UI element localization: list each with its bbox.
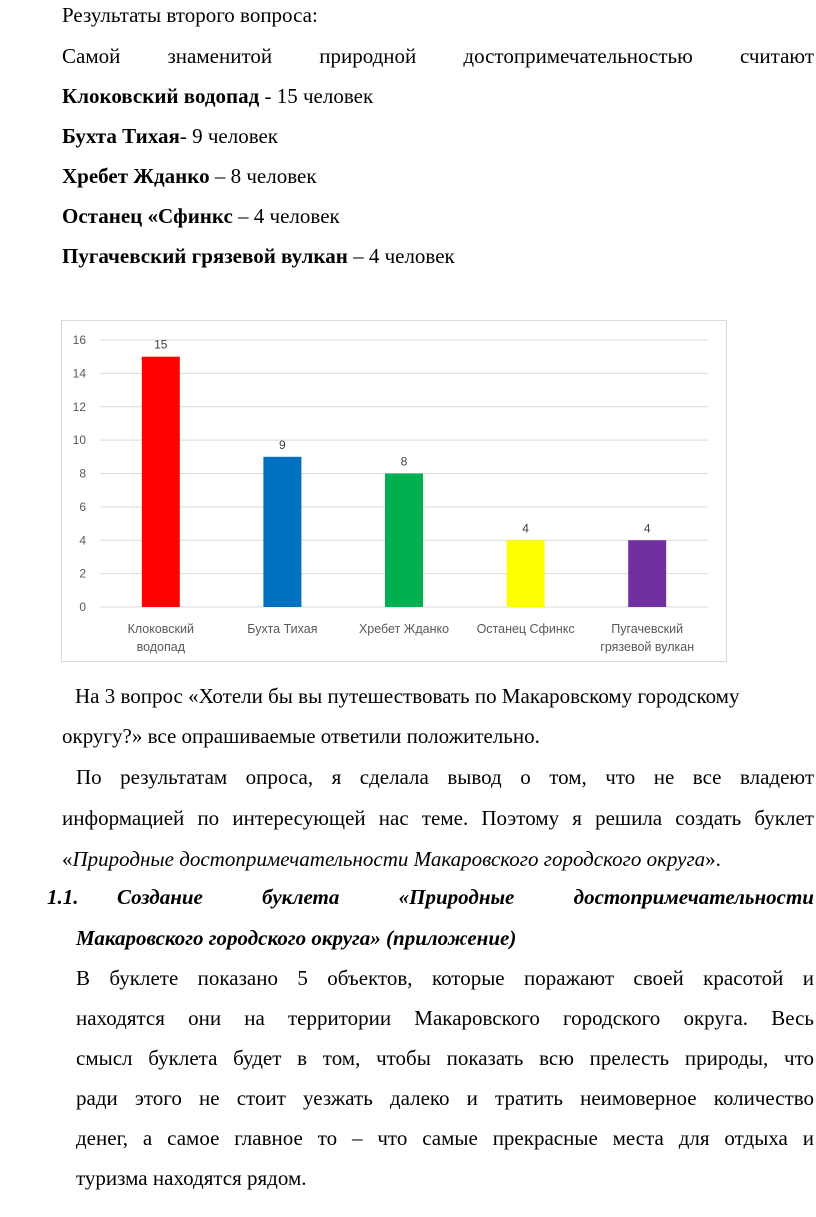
result-item-name: Хребет Жданко	[62, 164, 210, 188]
paragraph-booklet-line: туризма находятся рядом.	[76, 1166, 307, 1190]
y-tick-label: 6	[79, 499, 86, 514]
x-tick-label: Останец Сфинкс	[476, 622, 575, 636]
paragraph-booklet-line: В буклете показано 5 объектов, которые поражают своей красотой и	[76, 966, 814, 990]
data-label: 4	[522, 521, 529, 536]
x-tick-label: Хребет Жданко	[358, 622, 450, 636]
section-number: 1.1.	[47, 885, 79, 909]
result-item-name: Клоковский водопад	[62, 84, 260, 108]
result-item-count: 4 человек	[368, 244, 455, 268]
y-tick-label: 16	[72, 333, 86, 347]
x-tick-label: водопад	[136, 640, 186, 654]
paragraph-conclusion-line1: По результатам опроса, я сделала вывод о том, что не все владеют	[76, 765, 814, 789]
paragraph-booklet-line: денег, а самое главное то – что самые прекрасные места для отдыха и	[76, 1126, 814, 1150]
quote-open: «	[62, 847, 73, 871]
result-item	[62, 166, 317, 187]
result-item-count: 9 человек	[192, 124, 279, 148]
result-item	[62, 206, 340, 227]
x-tick-label: Пугачевский	[611, 622, 684, 636]
results-lead: Самой знаменитой природной достопримечательностью считают	[62, 44, 814, 68]
bar-chart-frame	[61, 320, 727, 662]
result-item-count: 15 человек	[276, 84, 374, 108]
section-title-line2: Макаровского городского округа» (приложение)	[76, 926, 517, 950]
y-tick-label: 14	[72, 366, 86, 381]
bar-chart	[62, 321, 726, 661]
booklet-title-italic: Природные достопримечательности Макаровского городского округа	[72, 847, 706, 871]
y-tick-label: 4	[79, 533, 86, 548]
result-item-sep: –	[232, 204, 254, 228]
result-item	[62, 86, 373, 107]
result-item-sep: –	[209, 164, 231, 188]
result-item-name: Пугачевский грязевой вулкан	[62, 244, 348, 268]
paragraph-booklet-line: ради этого не стоит уезжать далеко и тратить неимоверное количество	[76, 1086, 814, 1110]
result-item-count: 8 человек	[230, 164, 317, 188]
quote-close: ».	[705, 847, 721, 871]
x-tick-label: грязевой вулкан	[600, 640, 695, 654]
x-tick-label: Клоковский	[127, 622, 195, 636]
result-item	[62, 246, 455, 267]
paragraph-conclusion-line3	[62, 849, 721, 870]
results-heading: Результаты второго вопроса:	[62, 3, 318, 27]
paragraph-booklet-line: находятся они на территории Макаровского городского округа. Весь	[76, 1006, 814, 1030]
result-item-name: Останец «Сфинкс	[62, 204, 233, 228]
x-tick-label: Бухта Тихая	[247, 622, 318, 636]
paragraph-conclusion-line2: информацией по интересующей нас теме. Поэтому я решила создать буклет	[62, 806, 814, 830]
bar	[263, 457, 301, 607]
y-tick-label: 12	[72, 399, 86, 414]
bar	[142, 357, 180, 607]
result-item	[62, 126, 278, 147]
y-tick-label: 8	[79, 466, 86, 481]
result-item-sep: -	[259, 84, 277, 108]
section-title-line1: Создание буклета «Природные достопримечательности	[117, 885, 814, 909]
result-item-name: Бухта Тихая	[62, 124, 180, 148]
y-tick-label: 0	[79, 600, 86, 614]
bar	[628, 540, 666, 607]
data-label: 9	[279, 437, 286, 452]
paragraph-q3-line2: округу?» все опрашиваемые ответили положительно.	[62, 724, 540, 748]
result-item-sep: –	[347, 244, 369, 268]
bar	[507, 540, 545, 607]
result-item-count: 4 человек	[253, 204, 340, 228]
y-tick-label: 10	[72, 433, 86, 448]
paragraph-booklet-line: смысл буклета будет в том, чтобы показать всю прелесть природы, что	[76, 1046, 814, 1070]
paragraph-q3-line1: На 3 вопрос «Хотели бы вы путешествовать по Макаровскому городскому	[75, 684, 740, 708]
data-label: 8	[400, 454, 408, 469]
y-tick-label: 2	[79, 566, 86, 581]
result-item-sep: -	[179, 124, 193, 148]
data-label: 15	[154, 337, 168, 352]
data-label: 4	[643, 521, 651, 536]
bar	[385, 474, 423, 608]
